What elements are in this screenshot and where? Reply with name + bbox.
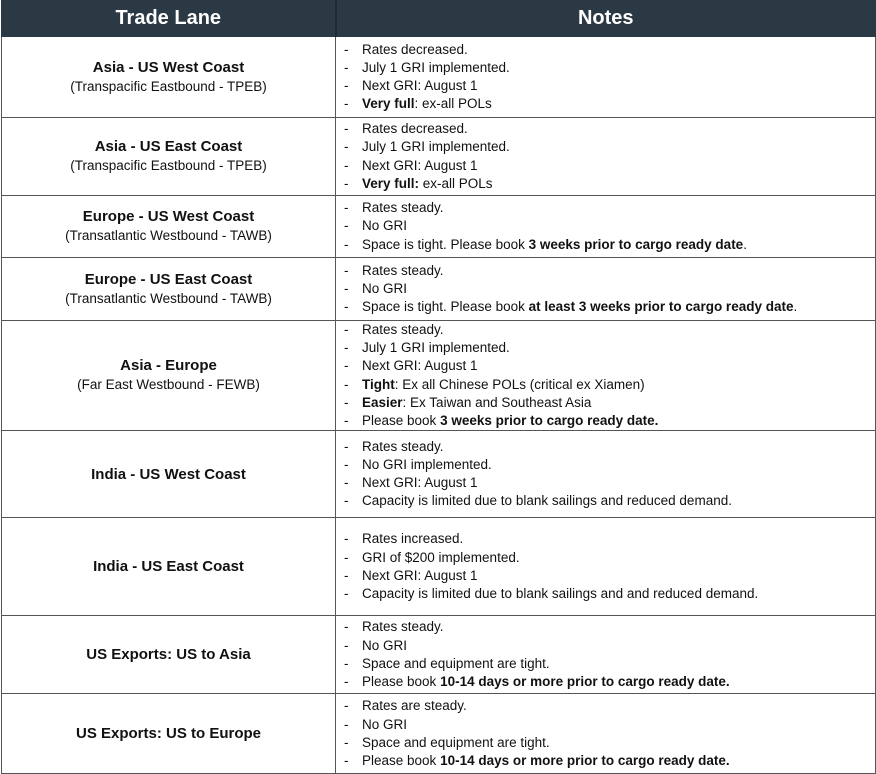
bullet-dash: - [344,121,349,137]
note-emphasis: Easier [362,394,403,410]
bullet-dash: - [344,139,349,155]
bullet-dash: - [344,457,349,473]
note-item [344,456,875,474]
note-text: July 1 GRI implemented. [362,139,510,155]
note-item [344,492,875,510]
note-item [344,716,875,734]
note-item [344,618,875,636]
note-item [344,567,875,585]
note-text: Rates steady. [362,262,444,278]
table-row [2,37,876,118]
lane-cell [2,518,336,616]
note-list [344,41,875,114]
note-emphasis: 10-14 days or more prior to cargo ready date. [440,673,730,689]
bullet-dash: - [344,698,349,714]
notes-cell [336,518,876,616]
bullet-dash: - [344,299,349,315]
note-text: No GRI [362,280,408,296]
bullet-dash: - [344,637,349,653]
note-item [344,357,875,375]
bullet-dash: - [344,716,349,732]
note-item [344,637,875,655]
note-text: GRI of $200 implemented. [362,549,520,565]
note-emphasis: at least 3 weeks prior to cargo ready date [528,299,794,315]
note-item [344,199,875,217]
note-item [344,77,875,95]
table-row [2,694,876,774]
bullet-dash: - [344,493,349,509]
notes-cell [336,321,876,431]
note-text: Capacity is limited due to blank sailings and and reduced demand. [362,585,759,601]
bullet-dash: - [344,41,349,57]
lane-name: Europe - US West Coast [82,208,255,225]
note-item [344,236,875,254]
bullet-dash: - [344,175,349,191]
bullet-dash: - [344,619,349,635]
bullet-dash: - [344,549,349,565]
trade-lane-header: Trade Lane [2,1,336,37]
bullet-dash: - [344,96,349,112]
note-text: Capacity is limited due to blank sailings and reduced demand. [362,493,732,509]
note-item [344,673,875,691]
note-text: Please book [362,413,441,429]
note-text: Next GRI: August 1 [362,78,478,93]
lane-subtitle: (Far East Westbound - FEWB) [77,377,260,393]
lane-cell [2,37,336,118]
note-list [344,530,875,603]
note-emphasis: Tight [362,376,395,392]
note-item [344,394,875,412]
notes-cell [336,196,876,258]
lane-cell [2,694,336,774]
bullet-dash: - [344,531,349,547]
note-text: Rates decreased. [362,41,468,57]
note-item [344,585,875,603]
bullet-dash: - [344,78,349,93]
note-text: Rates are steady. [362,698,467,714]
note-emphasis: 3 weeks prior to cargo ready date [528,236,744,252]
note-emphasis: Very full [362,96,415,112]
table-row [2,196,876,258]
note-item [344,262,875,280]
note-item [344,280,875,298]
note-text: Space and equipment are tight. [362,655,550,671]
table-row [2,258,876,321]
table-body [2,37,876,774]
note-text: Space is tight. Please book [362,236,529,252]
note-text: Rates decreased. [362,121,468,137]
note-list [344,262,875,317]
note-item [344,339,875,357]
note-text: . [793,299,798,315]
note-item [344,41,875,59]
note-text: July 1 GRI implemented. [362,59,510,75]
bullet-dash: - [344,59,349,75]
note-text: Please book [362,752,441,768]
lane-name: India - US East Coast [93,558,244,576]
table-row [2,431,876,518]
note-text: Please book [362,673,441,689]
notes-cell [336,431,876,518]
bullet-dash: - [344,438,349,454]
trade-lane-table [1,0,876,774]
note-item [344,321,875,339]
note-text: Rates increased. [362,531,464,547]
note-item [344,138,875,156]
note-item [344,697,875,715]
note-text: Space is tight. Please book [362,299,529,315]
note-item [344,438,875,456]
note-text: Rates steady. [362,619,444,635]
note-list [344,438,875,511]
note-emphasis: 10-14 days or more prior to cargo ready date. [440,752,730,768]
bullet-dash: - [344,655,349,671]
note-text: Rates steady. [362,438,444,454]
bullet-dash: - [344,567,349,583]
note-text: No GRI [362,716,408,732]
note-text: . [743,236,747,252]
bullet-dash: - [344,752,349,768]
note-text: Rates steady. [362,200,444,216]
bullet-dash: - [344,585,349,601]
lane-cell [2,616,336,694]
lane-name: Europe - US East Coast [84,270,253,288]
note-item [344,549,875,567]
notes-cell [336,258,876,321]
note-item [344,412,875,430]
note-item [344,474,875,492]
bullet-dash: - [344,280,349,296]
note-list [344,199,875,254]
bullet-dash: - [344,413,349,429]
bullet-dash: - [344,734,349,750]
lane-subtitle: (Transpacific Eastbound - TPEB) [70,78,267,94]
note-item [344,376,875,394]
lane-subtitle: (Transatlantic Westbound - TAWB) [65,228,272,243]
notes-header: Notes [336,1,876,37]
note-list [344,697,875,770]
lane-subtitle: (Transatlantic Westbound - TAWB) [65,290,272,306]
note-emphasis: Very full: [362,175,420,191]
note-text: Next GRI: August 1 [362,475,478,491]
lane-cell [2,196,336,258]
bullet-dash: - [344,218,349,234]
bullet-dash: - [344,157,349,173]
note-text: : Ex all Chinese POLs (critical ex Xiamen) [394,376,645,392]
note-text: Rates steady. [362,322,444,337]
table-header-row [2,1,876,37]
note-text: Space and equipment are tight. [362,734,550,750]
lane-subtitle: (Transpacific Eastbound - TPEB) [70,158,267,173]
bullet-dash: - [344,475,349,491]
note-text: July 1 GRI implemented. [362,340,510,356]
note-text: Next GRI: August 1 [362,567,478,583]
bullet-dash: - [344,322,349,337]
note-item [344,655,875,673]
note-item [344,752,875,770]
lane-name: India - US West Coast [91,465,246,483]
lane-name: US Exports: US to Asia [86,646,251,664]
bullet-dash: - [344,236,349,252]
note-item [344,175,875,193]
note-text: : Ex Taiwan and Southeast Asia [402,394,592,410]
note-item [344,217,875,235]
note-item [344,120,875,138]
lane-cell [2,321,336,431]
note-list [344,321,875,430]
note-text: No GRI implemented. [362,457,492,473]
note-text: : ex-all POLs [414,96,492,112]
bullet-dash: - [344,200,349,216]
table-row [2,616,876,694]
bullet-dash: - [344,340,349,356]
table-row [2,118,876,196]
note-text: ex-all POLs [419,175,493,191]
bullet-dash: - [344,262,349,278]
notes-cell [336,37,876,118]
bullet-dash: - [344,376,349,392]
note-item [344,734,875,752]
note-text: No GRI [362,637,408,653]
note-item [344,95,875,113]
notes-cell [336,616,876,694]
table-row [2,321,876,431]
note-item [344,157,875,175]
bullet-dash: - [344,394,349,410]
bullet-dash: - [344,673,349,689]
note-item [344,530,875,548]
note-text: Next GRI: August 1 [362,358,478,374]
note-item [344,59,875,77]
note-emphasis: 3 weeks prior to cargo ready date. [440,413,659,429]
note-item [344,298,875,316]
note-text: No GRI [362,218,408,234]
table-row [2,518,876,616]
lane-name: US Exports: US to Europe [75,725,262,743]
note-list [344,618,875,691]
bullet-dash: - [344,358,349,374]
lane-name: Asia - Europe [120,357,217,375]
note-list [344,120,875,193]
lane-cell [2,431,336,518]
note-text: Next GRI: August 1 [362,157,478,173]
notes-cell [336,694,876,774]
lane-cell [2,118,336,196]
lane-name: Asia - US West Coast [92,58,245,76]
notes-cell [336,118,876,196]
lane-cell [2,258,336,321]
lane-name: Asia - US East Coast [94,138,243,155]
